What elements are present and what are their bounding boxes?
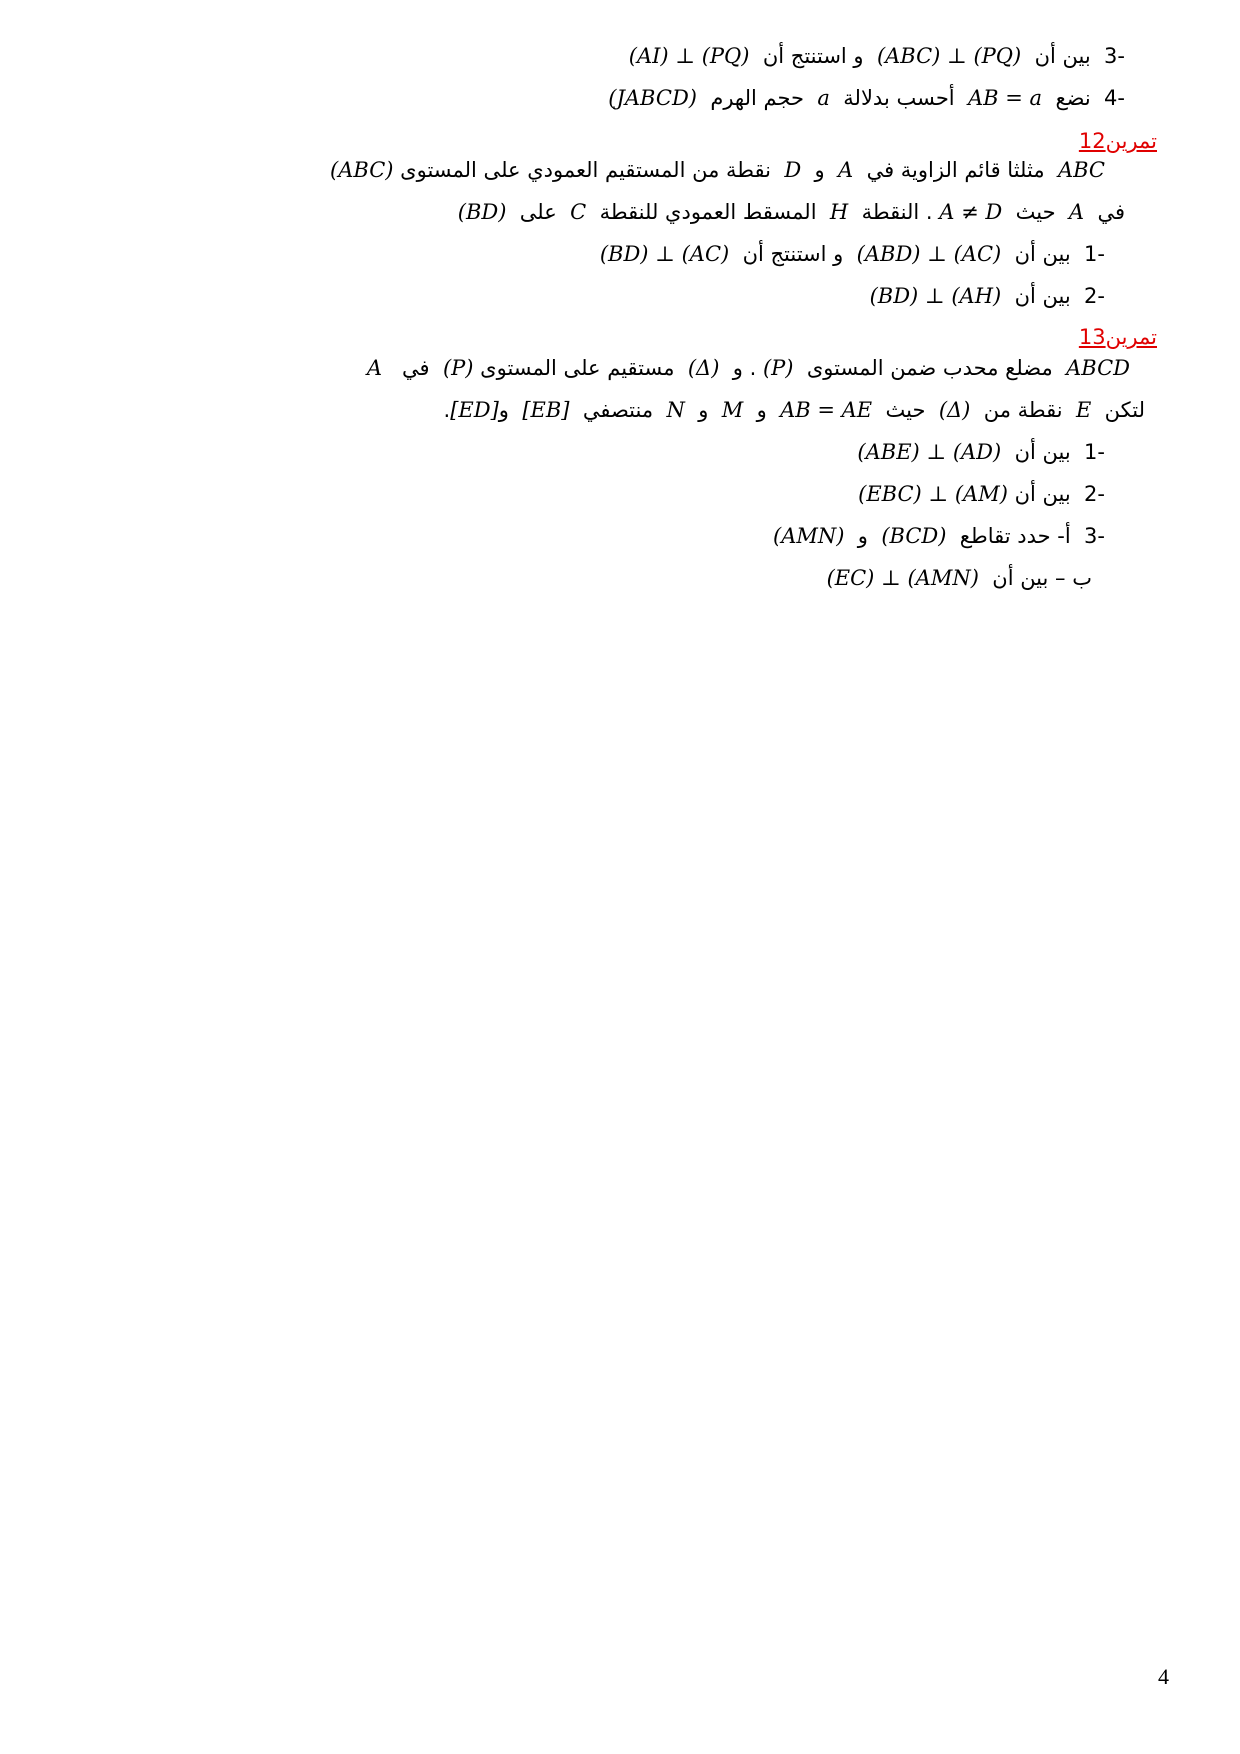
ex11-item-3: -3 بين أن (ABC) ⊥ (PQ) و استنتج أن (AI) ⊥ (PQ)	[628, 44, 1125, 68]
exercise-12-title: تمرين12	[1078, 129, 1157, 153]
ex13-item-3: -3 أ- حدد تقاطع (BCD) و (AMN)	[773, 524, 1105, 548]
ex13-line-1: ABCD مضلع محدب ضمن المستوى (P) . و (Δ) مستقيم على المستوى (P) في A	[366, 356, 1130, 380]
page-number: 4	[1158, 1664, 1169, 1689]
item-number: -1	[1084, 440, 1105, 464]
item-number: -4	[1104, 86, 1125, 110]
item-number: -2	[1084, 284, 1105, 308]
ex12-item-2: -2 بين أن (BD) ⊥ (AH)	[869, 284, 1105, 308]
item-number: -3	[1104, 44, 1125, 68]
item-number: -3	[1084, 524, 1105, 548]
item-number: -1	[1084, 242, 1105, 266]
ex13-line-2: لتكن E نقطة من (Δ) حيث AB = AE و M و N منتصفي [EB] و[ED].	[443, 398, 1145, 422]
ex13-item-1: -1 بين أن (ABE) ⊥ (AD)	[857, 440, 1105, 464]
ex12-item-1: -1 بين أن (ABD) ⊥ (AC) و استنتج أن (BD) ⊥ (AC)	[599, 242, 1105, 266]
item-number: -2	[1084, 482, 1105, 506]
ex12-line-1: ABC مثلثا قائم الزاوية في A و D نقطة من المستقيم العمودي على المستوى (ABC)	[330, 158, 1105, 182]
exercise-13-title: تمرين13	[1078, 325, 1157, 349]
ex12-line-2: في A حيث A ≠ D . النقطة H المسقط العمودي للنقطة C على (BD)	[457, 200, 1125, 224]
ex13-item-2: -2 بين أن (EBC) ⊥ (AM)	[858, 482, 1105, 506]
ex13-item-3b: ب – بين أن (EC) ⊥ (AMN)	[826, 566, 1092, 590]
ex11-item-4: -4 نضع AB = a أحسب بدلالة a حجم الهرم (JABCD)	[608, 86, 1125, 110]
